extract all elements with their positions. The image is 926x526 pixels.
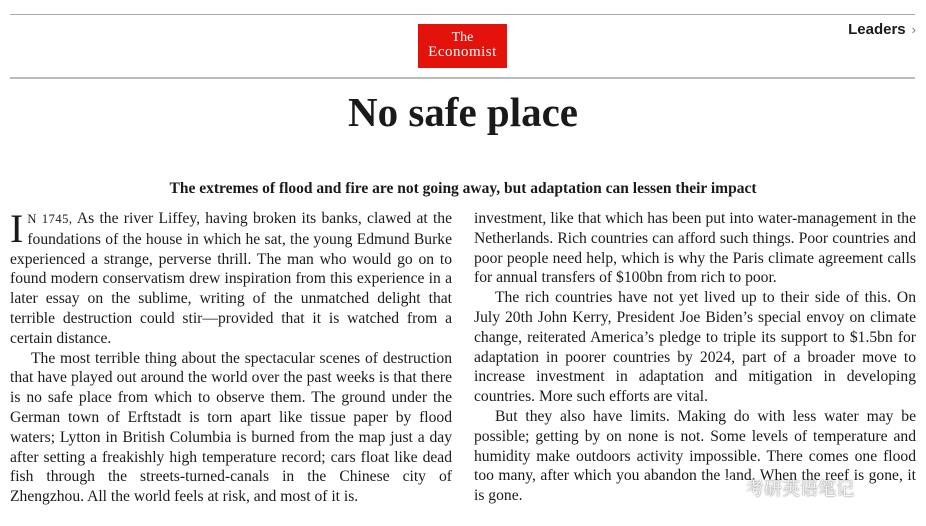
- paragraph-1-text: As the river Liffey, having broken its banks, clawed at the foundations of the house in which he sat, the young Edmund Burke experienced a strange, perverse thrill. The man who would go on to found modern conservatism drew inspiration from this experience in a later essay on the sublime, writing of the unmatched delight that terrible destruction could stir—provided that it is watched from a certain distance.: [10, 210, 452, 347]
- lead-small-caps: N 1745,: [27, 212, 73, 226]
- drop-cap: I: [10, 206, 24, 251]
- masthead-rule: [10, 77, 915, 79]
- section-label-text: Leaders: [848, 21, 906, 38]
- column-right: [474, 209, 916, 506]
- logo-line-1: The: [451, 30, 474, 45]
- paragraph-1: [10, 206, 452, 349]
- paragraph-2: The most terrible thing about the spectacular scenes of destruction that have played out around the world over the past weeks is that there is no safe place from which to observe them. The ground under the German town of Erftstadt is torn apart like tissue paper by flood waters; Lytton in British Columbia is burned from the map just a day after setting a freakishly high temperature record; cars float like dead fish through the streets-turned-canals in the Chinese city of Zhengzhou. All the world feels at risk, and most of it is.: [10, 349, 452, 506]
- economist-logo[interactable]: [418, 24, 507, 68]
- watermark-text: 考研英语笔记: [746, 479, 854, 500]
- arrow-right-icon: ›: [911, 22, 916, 37]
- logo-line-2: Economist: [428, 44, 497, 60]
- paragraph-4: The rich countries have not yet lived up to their side of this. On July 20th John Kerry, President Joe Biden’s special envoy on climate change, reiterated America’s pledge to triple its support to $1.5bn for adaptation in poorer countries by 2024, part of a broader move to increase investment in adaptation and mitigation in developing countries. More such efforts are vital.: [474, 289, 916, 406]
- headline: No safe place: [347, 89, 578, 135]
- section-label[interactable]: [848, 21, 916, 38]
- rubric: The extremes of flood and fire are not going away, but adaptation can lessen their impact: [169, 180, 757, 197]
- paragraph-5: But they also have limits. Making do with less water may be possible; getting by on none is not. Some levels of temperature and humidity make outdoors activity impossible. There comes one flood too many, after which you abandon the land. When the reef is gone, it is gone.: [474, 407, 916, 505]
- paragraph-3: investment, like that which has been put into water-management in the Netherlands. Rich countries can afford such things. Poor countries and poor people need help, which is why the Paris climate agreement calls for annual transfers of $100bn from rich to poor.: [474, 210, 916, 287]
- top-rule: [10, 14, 915, 15]
- column-left: [10, 206, 452, 507]
